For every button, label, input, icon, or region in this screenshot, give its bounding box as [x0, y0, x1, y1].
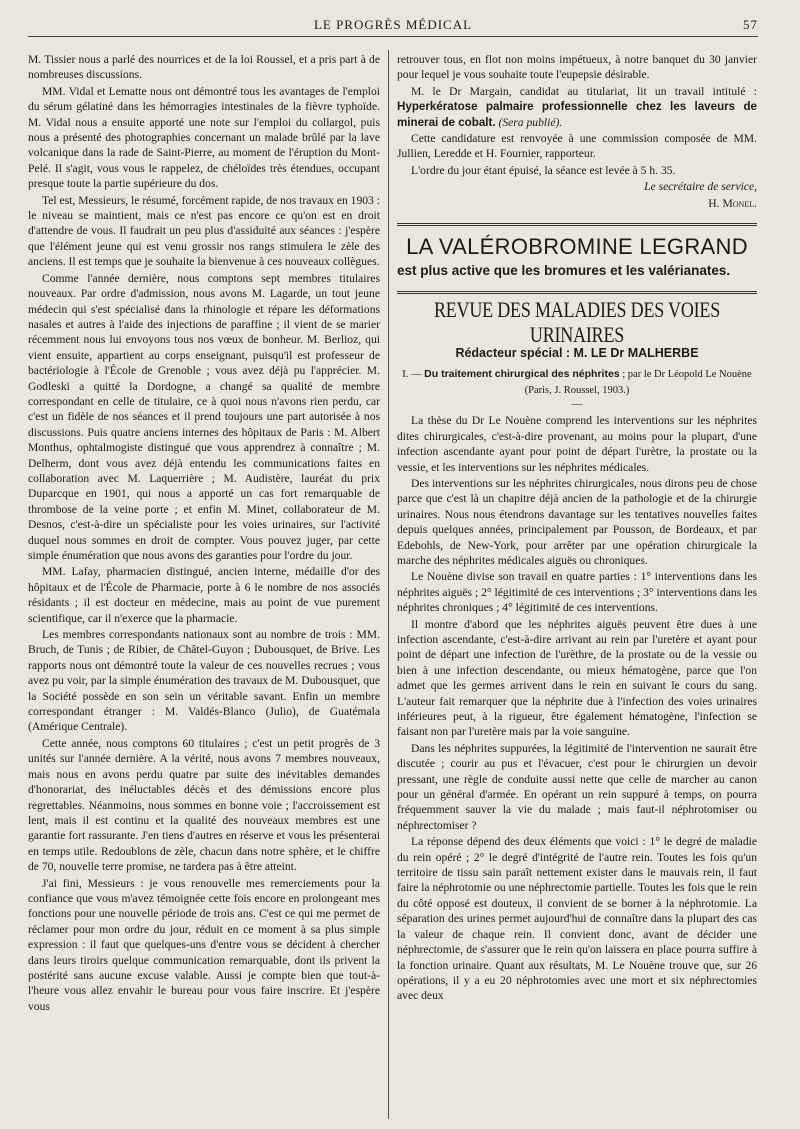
page-number: 57 — [743, 17, 758, 32]
advertisement-title: LA VALÉROBROMINE LEGRAND — [406, 234, 748, 260]
section-reference: ; par le Dr Léopold Le Nouène (Paris, J. Roussel, 1903.) — [524, 369, 752, 396]
running-title: LE PROGRÈS MÉDICAL — [313, 17, 473, 32]
paragraph: Il montre d'abord que les néphrites aiguës peuvent être dues à une infection ascendante, c'est-à-dire arrivant au rein par l'uretère et ayant pour point de départ une infection de l'urèthre, de la prostate ou de la vessie ou bien à une infection descendante, ou mieux hématogène, parce que l'on admet que les germes arrivent dans le rein en suivant le cours du sang. L'auteur fait remarquer que la néphrite due à l'infection des voies urinaires inférieures peut, à la rigueur, être également hématogène, l'infection se faisant non par l'uretère mais par la voie sanguine. — [397, 617, 757, 739]
paragraph: La thèse du Dr Le Nouène comprend les interventions sur les néphrites dites chirurgicales, c'est-à-dire provenant, au moins pour la plupart, d'une infection ascendante ayant pour point de départ l'urètre, la prostate ou la vessie, et les interventions sur les néphrites médicales. — [397, 414, 757, 474]
paragraph: Les membres correspondants nationaux sont au nombre de trois : MM. Bruch, de Tunis ; de Ribier, de Châtel-Guyon ; Dubousquet, de Brive. Les rapports nous ont démontré toute la valeur de ces nouvelles recrues ; vous avez pu voir, par la simple énumération des travaux de M. Dubousquet, que la Société possède en son sein un véritable savant. Enfin un membre correspondant étranger : M. Valdés-Blanco (Julio), de Guatémala (Amérique Centrale). — [28, 628, 380, 734]
paragraph: M. Tissier nous a parlé des nourrices et de la loi Roussel, et a pris part à de nombreuses discussions. — [28, 53, 380, 82]
publication-note: (Sera publié). — [498, 115, 563, 129]
paragraph: Cette année, nous comptons 60 titulaires ; c'est un petit progrès de 3 unités sur l'année dernière. A la vérité, nous avons 7 membres nouveaux, mais nous en avons perdu quatre par suite des inévitables demandes d'honorariat, des inéluctables décès et des démissions encore plus regrettables. Néanmoins, nous sommes en bonne voie ; l'accroissement est lent, mais il est continu et la qualité des nouveaux membres est une garantie fort rassurante. J'en tiens d'autres en réserve et vous les présenterai en temps utile. Redoublons de zèle, chacun dans notre sphère, et le chiffre de 70, nouvelle terre promise, ne tardera pas à être atteint. — [28, 736, 380, 874]
paragraph: Tel est, Messieurs, le résumé, forcément rapide, de nos travaux en 1903 : le niveau se maintient, mais ce n'est pas encore ce qu'on est en droit d'attendre de vous. Il faudrait un peu plus d'assiduité aux séances : j'espère que l'élément jeune qui est venu grossir nos rangs stimulera le zèle des anciens. Il est temps que je souhaite la bienvenue à ces nouveaux collègues. — [28, 193, 380, 269]
paragraph: MM. Lafay, pharmacien distingué, ancien interne, médaille d'or des hôpitaux et de l'École de Pharmacie, porte à 6 le nombre de nos associés résidants ; il est docteur en médecine, mais au point de vue purement scientifique, car il n'exerce que la pharmacie. — [28, 565, 380, 625]
margain-paragraph — [397, 84, 757, 130]
heading-dash: — — [571, 398, 583, 411]
paragraph: La réponse dépend des deux éléments que voici : 1° le degré de maladie du rein opéré ; 2° le degré d'intégrité de l'autre rein. Toutes les fois qu'un territoire de tissu sain paraît nettement exister dans le mauvais rein, il faut faire la néphrotomie ou une néphrectomie partielle. Toutes les fois que le rein du côté opposé est douteux, il convient de se borner à la néphrotomie. La séparation des urines permet aujourd'hui de connaître dans la plupart des cas la valeur de chaque rein. Il convient donc, avant de décider une néphrectomie, de s'assurer que le rein qu'on laissera en place pourra suffire à la fonction urinaire. Quant aux résultats, M. Le Nouène trouve que, sur 26 opérations, il y a eu 20 néphrotomies avec une mort et six néphrectomies avec deux — [397, 835, 757, 1003]
review-title: REVUE DES MALADIES DES VOIES URINAIRES — [433, 297, 721, 348]
section-divider — [397, 291, 757, 294]
paragraph: Comme l'année dernière, nous comptons sept membres titulaires nouveaux. Par ordre d'admission, nous avons M. Lagarde, un tout jeune médecin qui s'est spécialisé dans la rhinologie et répare les déformations nasales et autres à l'aide des injections de paraffine ; il vient de se marier récemment nous lui envoyons tous nos vœux de bonheur. M. Berlioz, qui vient ensuite, appartient au corps enseignant, puisqu'il est professeur de bactériologie à l'École de Grenoble ; vous avez déjà pu l'apprécier. M. Godleski a quitté la Dordogne, a changé sa qualité de membre correspondant en celle de titulaire, ce à quoi nous n'avons rien perdu, car c'est un fidèle de nos séances et il prend toujours une part autorisée à nos discussions. Puis quatre anciens internes des hôpitaux de Paris : M. Albert Monthus, ophtalmogiste distingué que vous apprendrez à connaître ; M. Delherm, dont vous avez déjà entendu les communications faites en collaboration avec M. Laquerrière ; M. Audistère, lauréat du prix Duparcque en 1901, qui nous a apporté un cas fort remarquable de thrombose de la veine porte ; et enfin M. Minet, collaborateur de M. Desnos, c'est-à-dire un spécialiste pour les voies urinaires, sur l'activité duquel nous sommes en droit de compter. Vous pouvez juger, par cette simple énumération que nous avons des garanties pour l'ordre du jour. — [28, 271, 380, 562]
paragraph: L'ordre du jour étant épuisé, la séance est levée à 5 h. 35. — [411, 163, 676, 177]
paragraph: Dans les néphrites suppurées, la légitimité de l'intervention ne saurait être discutée ; courir au pus et l'évacuer, c'est pour le chirurgien un devoir pressant, une règle de conduite aussi nette que celle de marcher au canon pour un général d'armée. En opérant un rein suppuré à temps, on pourra fréquemment sauver la vie du malade ; mais faut-il néphrotomiser ou néphrectomiser ? — [397, 741, 757, 832]
signature-name: H. Monel. — [708, 196, 757, 210]
margain-intro: M. le Dr Margain, candidat au titulariat, lit un travail intitulé : — [411, 84, 757, 98]
column-divider — [388, 50, 389, 1119]
advertisement-subtitle: est plus active que les bromures et les valérianates. — [397, 263, 731, 279]
section-number: I. — — [402, 369, 422, 381]
paragraph: J'ai fini, Messieurs : je vous renouvelle mes remerciements pour la confiance que vous m'avez témoignée cette fois encore en prolongeant mes fonctions pour une nouvelle période de trois ans. C'est ce qui me permet de réclamer pour mon ordre du jour, réduit en ce moment à sa plus simple expression : il faut que quelques-uns d'entre vous se décident à chercher dans leurs tiroirs quelque communication remarquable, dont ils privent la postérité sans aucune excuse valable. Aussi je compte bien que tout-à-l'heure vous allez envahir le bureau pour vous faire inscrire. Et j'espère vous — [28, 876, 380, 1013]
review-editor: Rédacteur spécial : M. LE Dr MALHERBE — [455, 346, 699, 361]
section-heading — [397, 367, 757, 398]
section-divider — [397, 223, 757, 226]
left-column — [28, 52, 380, 1121]
paragraph: Le Nouène divise son travail en quatre parties : 1° interventions dans les néphrites aiguës ; 2° légitimité de ces interventions ; 3° interventions dans les néphrites chroniques ; 4° légitimité de ces interventions. — [397, 570, 757, 615]
paragraph: Cette candidature est renvoyée à une commission composée de MM. Jullien, Leredde et H. Fournier, rapporteur. — [397, 132, 757, 161]
paper-title: Hyperkératose palmaire professionnelle chez les laveurs de minerai de cobalt. — [397, 100, 757, 129]
paragraph: MM. Vidal et Lematte nous ont démontré tous les avantages de l'emploi du sérum gélatiné dans les hémorragies intestinales de la fièvre typhoïde. M. Vidal nous a ensuite apporté une note sur l'emploi du collargol, puis nous a présenté des photographies concernant un malade brûlé par la lave volcanique dans la rade de Saint-Pierre, au moment de l'éruption du Mont-Pelé. Il s'agit, vous vous le rappelez, de chéloïdes très étendues, occupant presque toute la partie supérieure du dos. — [28, 84, 380, 191]
section-title: Du traitement chirurgical des néphrites — [424, 368, 620, 381]
right-column — [397, 52, 757, 1121]
signature-role: Le secrétaire de service, — [644, 180, 757, 194]
paragraph: Des interventions sur les néphrites chirurgicales, nous dirons peu de chose parce que c'est là un chapitre déjà ancien de la pathologie et de la chirurgie urinaires. Nous nous étendrons davantage sur les tentatives nouvelles faites depuis quelques années, principalement par Pousson, de Bordeaux, et par Edebohls, de New-York, pour arrêter par une opération chirurgicale la marche des néphrites médicales aiguës ou chroniques. — [397, 476, 757, 567]
paragraph: retrouver tous, en flot non moins impétueux, à notre banquet du 30 janvier pour lequel je vous souhaite toute l'eupepsie désirable. — [397, 53, 757, 82]
page-header — [28, 14, 758, 37]
